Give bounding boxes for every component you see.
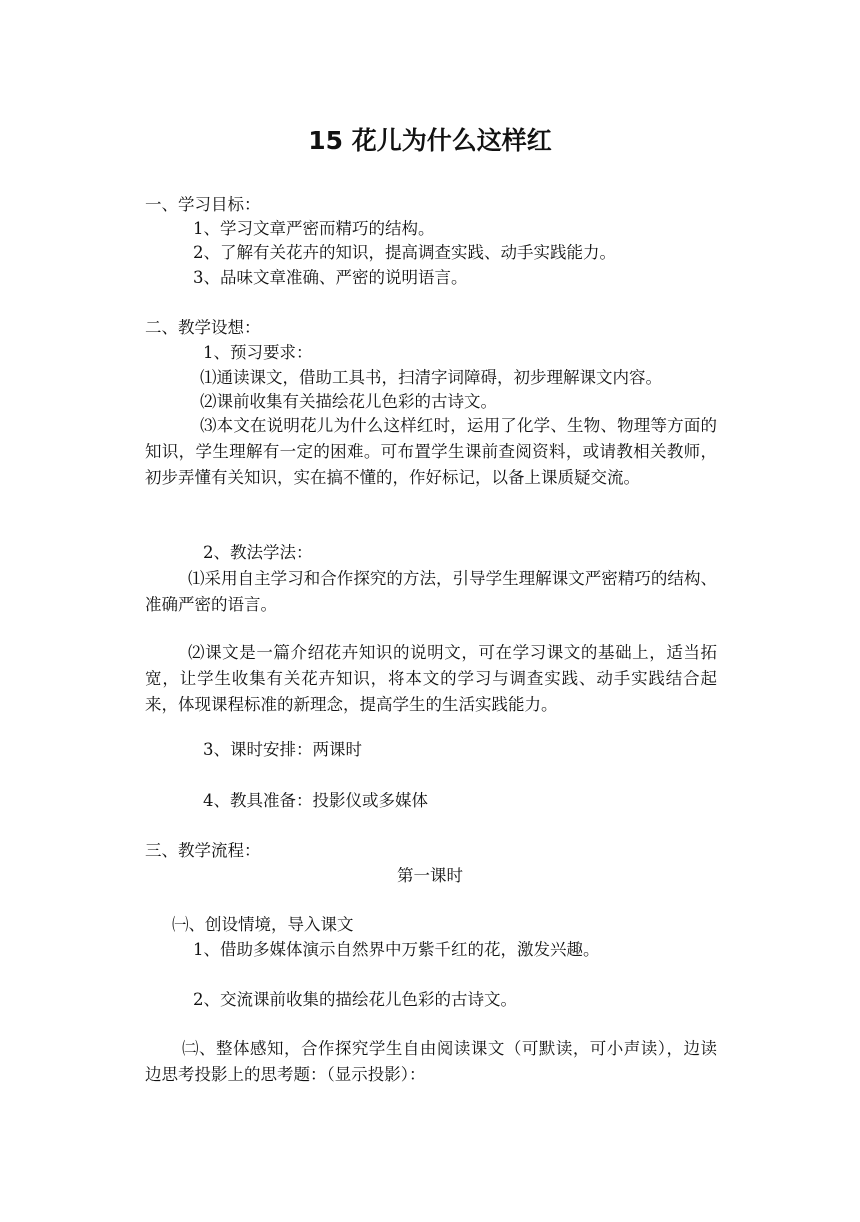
preview-item-paragraph: ⑶本文在说明花儿为什么这样红时，运用了化学、生物、物理等方面的知识，学生理解有一定的困难。可布置学生课前查阅资料，或请教相关教师，初步弄懂有关知识，实在搞不懂的，作好标记，以备上课质疑交流。 [145, 416, 717, 487]
objective-item: 3、品味文章准确、严密的说明语言。 [193, 268, 468, 287]
method-paragraph: ⑴采用自主学习和合作探究的方法，引导学生理解课文严密精巧的结构、准确严密的语言。 [145, 569, 717, 614]
section-heading-objectives: 一、学习目标： [145, 195, 261, 214]
step-paragraph: ㈡、整体感知，合作探究学生自由阅读课文（可默读，可小声读），边读边思考投影上的思考题：（显示投影）： [145, 1039, 717, 1084]
subheading-methods: 2、教法学法： [203, 543, 313, 562]
objective-item: 2、了解有关花卉的知识，提高调查实践、动手实践能力。 [193, 243, 616, 262]
section-heading-process: 三、教学流程： [145, 841, 261, 860]
section-heading-design: 二、教学设想： [145, 318, 261, 337]
objective-item: 1、学习文章严密而精巧的结构。 [193, 219, 435, 238]
preview-item: ⑴通读课文，借助工具书，扫清字词障碍，初步理解课文内容。 [200, 368, 662, 387]
subheading-schedule: 3、课时安排：两课时 [203, 740, 362, 759]
step-item: 2、交流课前收集的描绘花儿色彩的古诗文。 [193, 990, 517, 1009]
document-title: 15 花儿为什么这样红 [308, 126, 552, 155]
method-paragraph: ⑵课文是一篇介绍花卉知识的说明文，可在学习课文的基础上，适当拓宽，让学生收集有关花卉知识，将本文的学习与调查实践、动手实践结合起来，体现课程标准的新理念，提高学生的生活实践能力。 [145, 643, 717, 714]
step-heading: ㈠、创设情境，导入课文 [172, 915, 354, 934]
lesson-label: 第一课时 [397, 866, 463, 885]
subheading-preview: 1、预习要求： [203, 343, 313, 362]
subheading-tools: 4、教具准备：投影仪或多媒体 [203, 791, 428, 810]
step-item: 1、借助多媒体演示自然界中万紫千红的花，激发兴趣。 [193, 940, 600, 959]
preview-item: ⑵课前收集有关描绘花儿色彩的古诗文。 [200, 392, 497, 411]
